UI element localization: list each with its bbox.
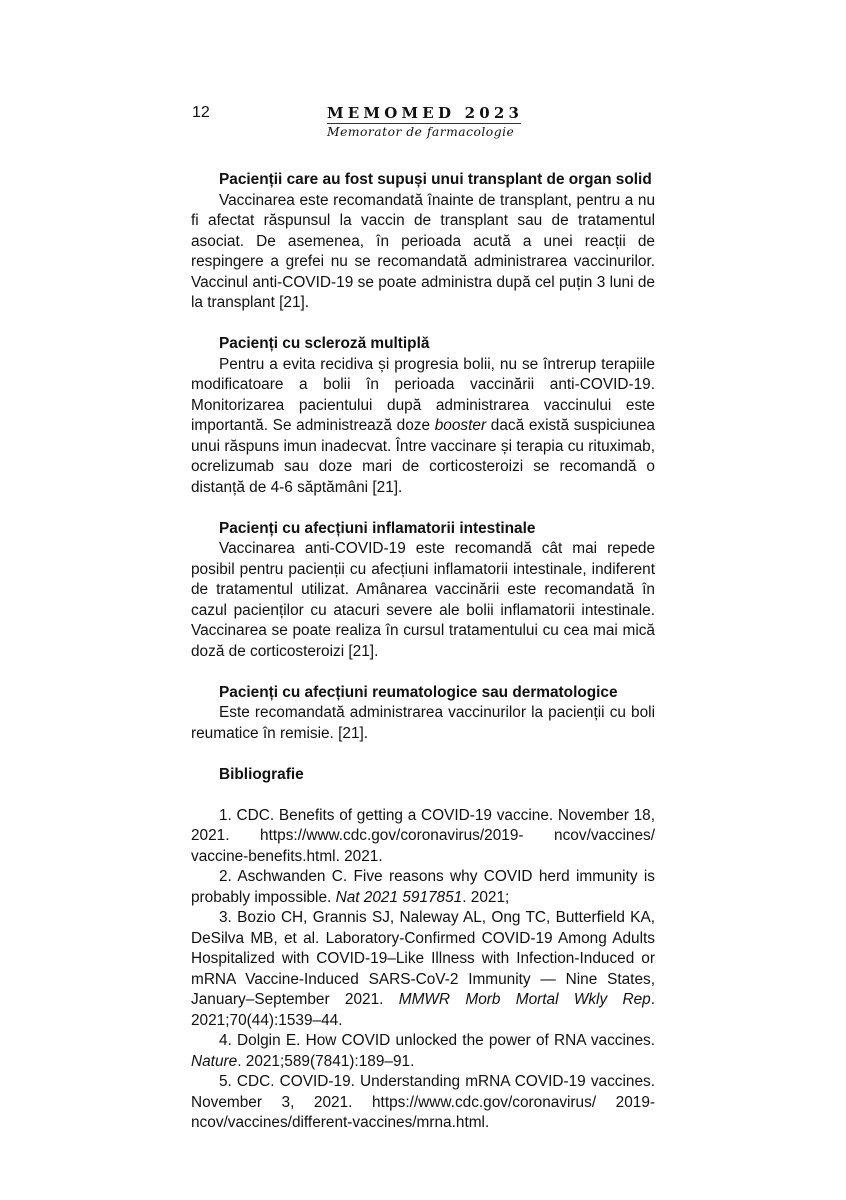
section-paragraph: Este recomandată administrarea vaccinurilor la pacienții cu boli reumatice în remisie. [21]. [191, 704, 655, 742]
section-paragraph: Vaccinarea anti-COVID-19 este recomandă cât mai repede posibil pentru pacienții cu afecțiuni inflamatorii intestinale, indiferent de tratamentul utilizat. Amânarea vaccinării este recomandată în cazul pacienților cu atacuri severe ale bolii inflamatorii intestinale. Vaccinarea se poate realiza în cursul tratamentului cu cea mai mică doză de corticosteroizi [21]. [191, 540, 655, 660]
reference-item [191, 1072, 655, 1134]
section-paragraph: Vaccinarea este recomandată înainte de transplant, pentru a nu fi afectat răspunsul la vaccin de transplant sau de tratamentul asociat. De asemenea, în perioada acută a unei reacții de respingere a grefei nu se recomandată administrarea vaccinurilor. Vaccinul anti-COVID-19 se poate administra după cel puțin 3 luni de la transplant [21]. [191, 191, 655, 311]
section-multiple-sclerosis [191, 334, 655, 498]
reference-text: 5. CDC. COVID-19. Understanding mRNA COVID-19 vaccines. November 3, 2021. https://www.cdc.gov/coronavirus/ 2019-ncov/vaccines/different-vaccines/mrna.html. [191, 1073, 655, 1131]
section-heading: Pacienți cu afecțiuni inflamatorii intestinale [219, 519, 536, 537]
reference-details: . 2021;70(44):1539–44. [191, 991, 656, 1029]
section-heading: Pacienți cu afecțiuni reumatologice sau dermatologice [219, 683, 618, 701]
page-number: 12 [192, 104, 210, 121]
reference-text: 3. Bozio CH, Grannis SJ, Naleway AL, Ong TC, Butterfield KA, DeSilva MB, et al. Laboratory-Confirmed COVID-19 Among Adults Hospitalized with COVID-19–Like Illness with Infection-Induced or mRNA Vaccine-Induced SARS-CoV-2 Immunity — Nine States, January–September 2021. [191, 909, 655, 1008]
section-rheumatology [191, 683, 655, 745]
running-header [327, 104, 524, 141]
bibliography-heading: Bibliografie [219, 765, 304, 783]
section-heading: Pacienți cu scleroză multiplă [219, 335, 430, 352]
emphasis-text: booster [434, 417, 487, 434]
reference-text: 4. Dolgin E. How COVID unlocked the power of RNA vaccines. [219, 1032, 655, 1049]
reference-item [191, 908, 655, 1031]
section-heading: Pacienții care au fost supuși unui transplant de organ solid [219, 171, 652, 188]
paragraph-text: dacă există suspiciunea unui răspuns imun inadecvat. Între vaccinare și terapia cu rituximab, ocrelizumab sau doze mari de corticosteroizi se recomandă o distanță de 4-6 săptămâni [21]. [191, 417, 655, 496]
book-title: MEMOMED 2023 [327, 104, 524, 122]
paragraph-text: Pentru a evita recidiva și progresia bolii, nu se întrerup terapiile modificatoare a bolii în perioada vaccinării anti-COVID-19. Monitorizarea pacientului după administrarea vaccinului este importantă. Se administrează doze [191, 355, 655, 434]
reference-details: . 2021;589(7841):189–91. [237, 1052, 415, 1070]
section-paragraph [191, 355, 655, 499]
reference-text: 2. Aschwanden C. Five reasons why COVID herd immunity is probably impossible. [191, 868, 655, 906]
reference-item [191, 867, 655, 908]
reference-item [191, 1031, 655, 1072]
reference-journal: MMWR Morb Mortal Wkly Rep [398, 991, 651, 1008]
section-ibd [191, 519, 655, 663]
book-subtitle: Memorator de farmacologie [327, 125, 515, 139]
section-transplant [191, 170, 655, 314]
bibliography-list [191, 806, 655, 1134]
reference-item [191, 806, 655, 868]
reference-journal: Nat 2021 5917851 [335, 888, 463, 906]
reference-details: . 2021; [462, 888, 510, 906]
page-content [191, 170, 655, 1134]
reference-text: 1. CDC. Benefits of getting a COVID-19 vaccine. November 18, 2021. https://www.cdc.gov/coronavirus/2019- ncov/vaccines/ vaccine-benefits.html. 2021. [191, 806, 655, 865]
reference-journal: Nature [191, 1052, 238, 1070]
